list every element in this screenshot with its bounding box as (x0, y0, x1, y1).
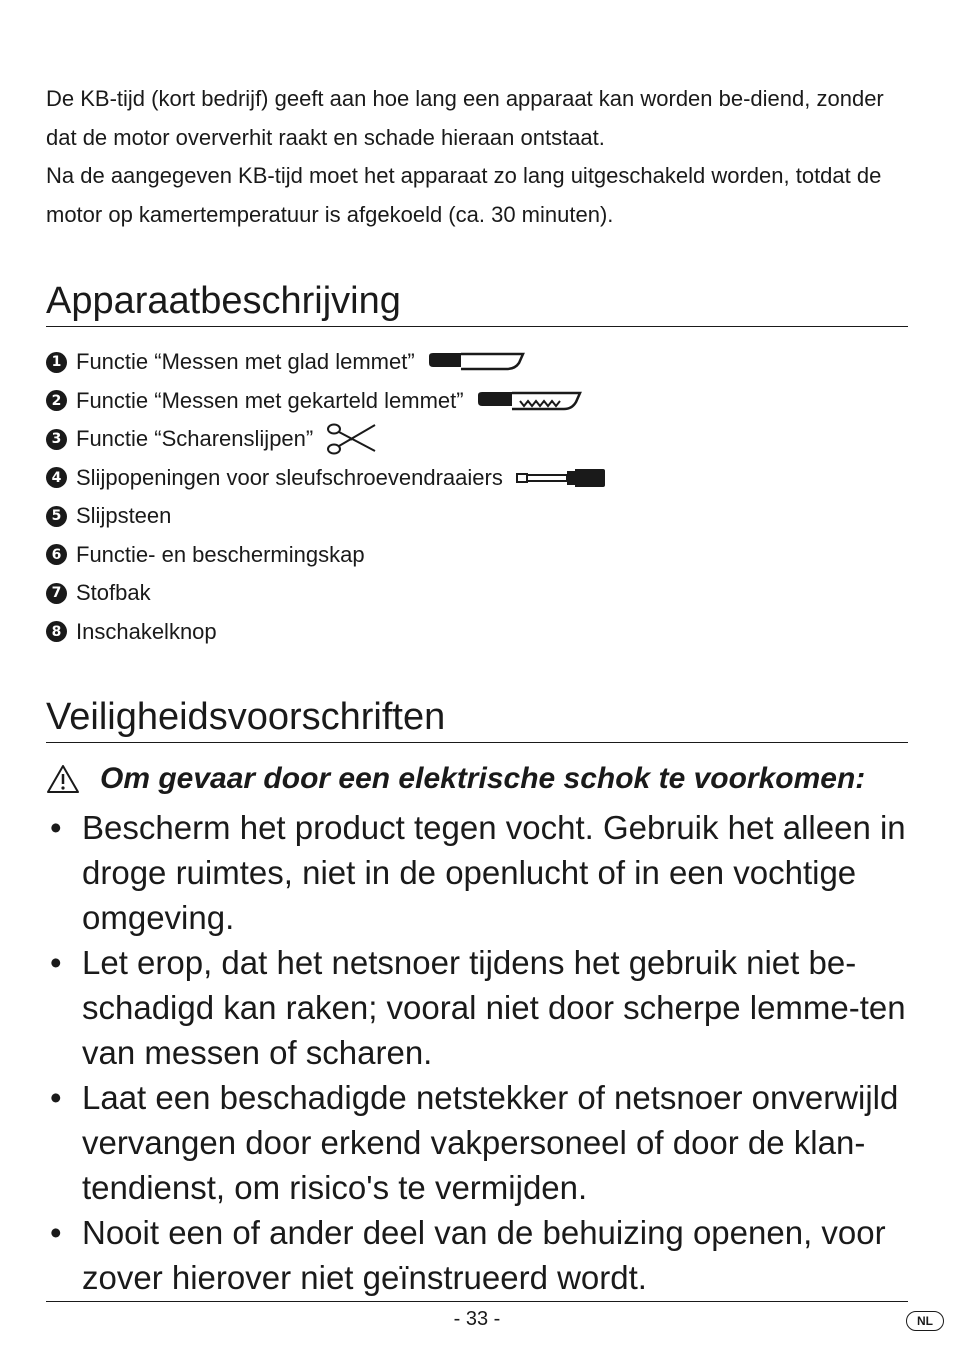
list-item (46, 497, 607, 536)
warning-triangle-icon (46, 764, 80, 794)
section-heading-safety: Veiligheidsvoorschriften (46, 694, 908, 743)
intro-paragraph-2: Na de aangegeven KB-tijd moet het apparaat zo lang uitgeschakeld worden, totdat de motor op kamertemperatuur is afgekoeld (ca. 30 minuten). (46, 163, 882, 227)
part-label: Functie “Scharenslijpen” (76, 426, 314, 452)
part-number: 3 (46, 429, 67, 450)
part-label: Functie “Messen met gekarteld lemmet” (76, 387, 464, 413)
list-item (46, 574, 607, 613)
intro-paragraph-1: De KB-tijd (kort bedrijf) geeft aan hoe lang een apparaat kan worden be-diend, zonder dat de motor oververhit raakt en schade hieraan ontstaat. (46, 86, 884, 150)
list-item (46, 343, 607, 382)
serrated-knife-icon (476, 389, 582, 413)
page-number: - 33 - (453, 1308, 501, 1330)
part-number: 5 (46, 506, 67, 527)
list-item (46, 459, 607, 498)
warning-line (46, 762, 865, 796)
list-item (46, 420, 607, 459)
list-item: • Let erop, dat het netsnoer tijdens het gebruik niet be-schadigd kan raken; vooral niet door scherpe lemme-ten van messen of scharen. (46, 940, 916, 1075)
intro-text (46, 80, 916, 234)
part-number: 6 (46, 544, 67, 565)
part-number: 7 (46, 583, 67, 604)
parts-list (46, 343, 607, 651)
part-number: 4 (46, 467, 67, 488)
part-number: 1 (46, 352, 67, 373)
part-label: Slijpsteen (76, 503, 172, 529)
list-item: • Nooit een of ander deel van de behuizing openen, voor zover hierover niet geïnstrueerd wordt. (46, 1210, 916, 1300)
list-item: • Bescherm het product tegen vocht. Gebruik het alleen in droge ruimtes, niet in de openlucht of in een vochtige omgeving. (46, 805, 916, 940)
part-label: Functie “Messen met glad lemmet” (76, 349, 415, 375)
list-item: • Laat een beschadigde netstekker of netsnoer onverwijld vervangen door erkend vakpersoneel of door de klan-tendienst, om risico's te vermijden. (46, 1075, 916, 1210)
safety-bullets (46, 805, 916, 1300)
part-label: Functie- en beschermingskap (76, 541, 365, 567)
part-label: Slijpopeningen voor sleufschroevendraaiers (76, 464, 503, 490)
part-number: 2 (46, 390, 67, 411)
part-label: Stofbak (76, 580, 151, 606)
smooth-knife-icon (427, 350, 525, 374)
warning-text: Om gevaar door een elektrische schok te voorkomen: (100, 762, 866, 795)
list-item (46, 382, 607, 421)
screwdriver-icon (515, 466, 607, 490)
scissors-icon (325, 421, 377, 457)
part-number: 8 (46, 621, 67, 642)
language-badge: NL (906, 1311, 944, 1331)
footer-divider (46, 1301, 908, 1302)
list-item (46, 536, 607, 575)
list-item (46, 613, 607, 652)
part-label: Inschakelknop (76, 618, 217, 644)
section-heading-description: Apparaatbeschrijving (46, 278, 908, 327)
